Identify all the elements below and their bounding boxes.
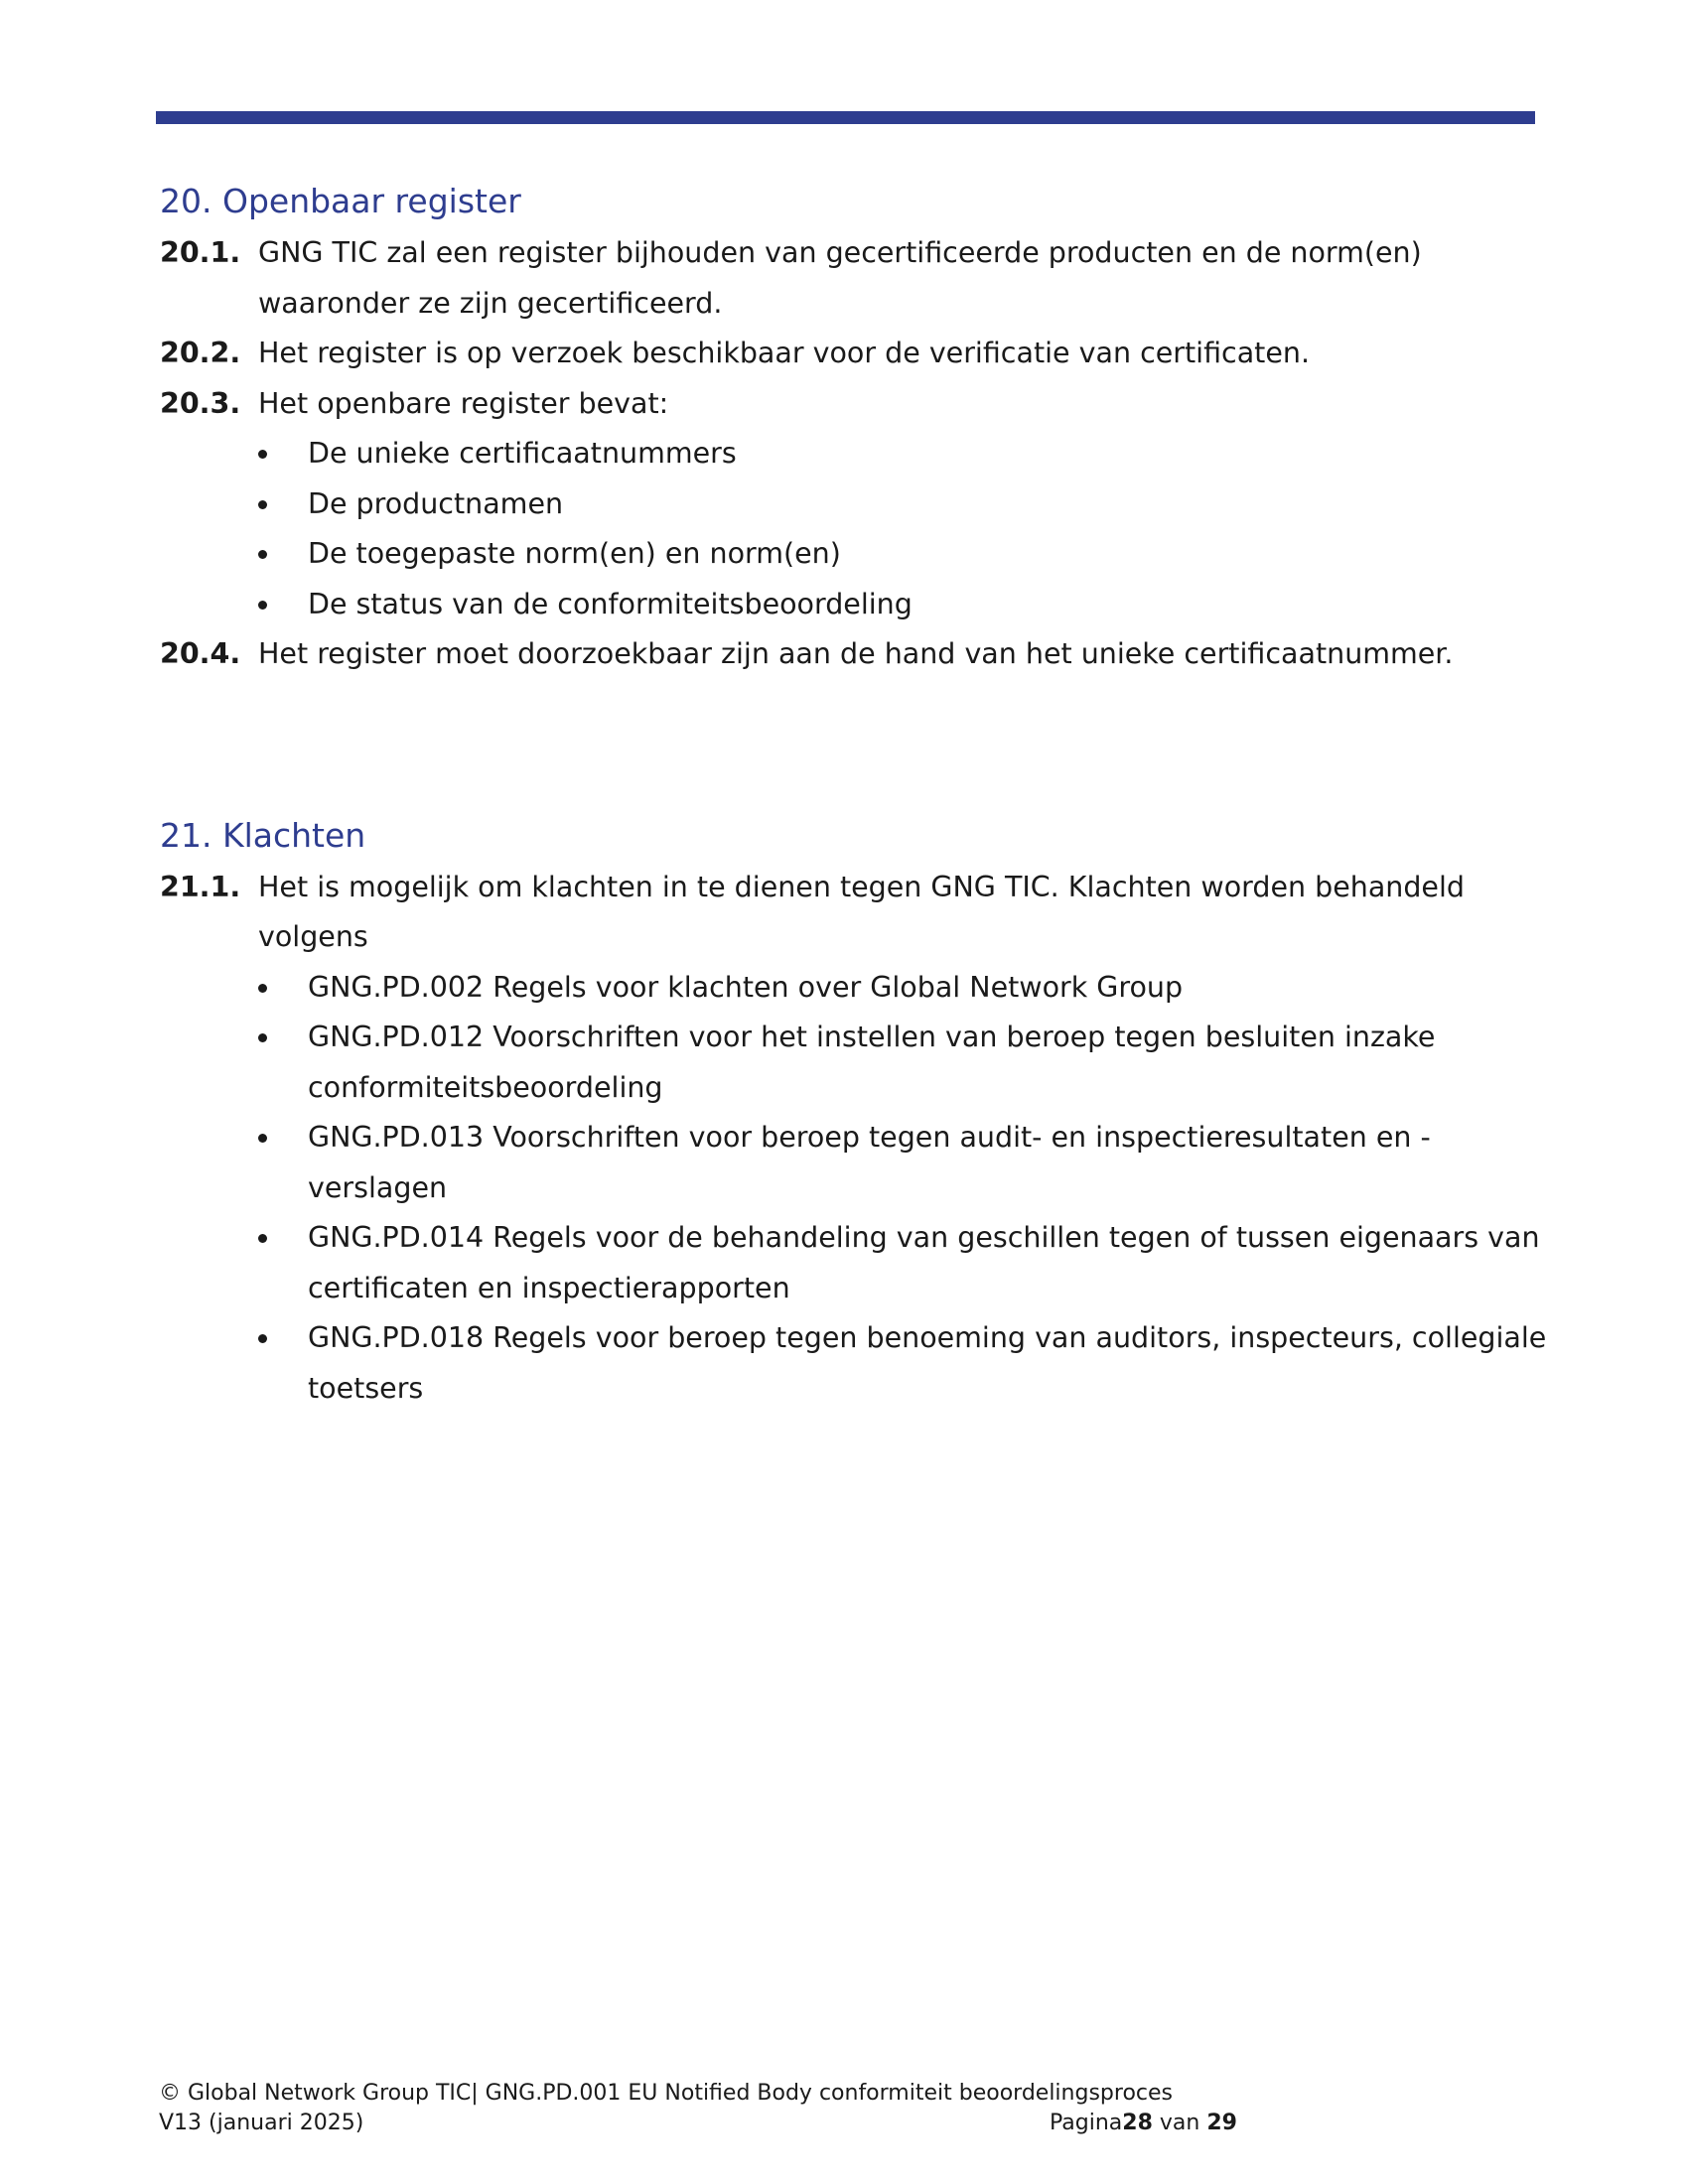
clause-number: 20.2. (160, 337, 241, 369)
register-contents-list (160, 429, 1550, 629)
bullet-icon (258, 984, 267, 993)
page-of: van (1152, 2111, 1207, 2135)
list-item: GNG.PD.014 Regels voor de behandeling van geschillen tegen of tussen eigenaars van certificaten en inspectierapporten (160, 1213, 1550, 1313)
clause-text: Het register is op verzoek beschikbaar voor de verificatie van certificaten. (258, 337, 1311, 369)
clause-number: 20.1. (160, 236, 241, 269)
list-item: De status van de conformiteitsbeoordeling (160, 580, 1550, 630)
section-title-21: 21. Klachten (160, 815, 366, 855)
clause-20-3 (160, 379, 1550, 430)
bullet-icon (258, 601, 267, 610)
bullet-icon (258, 500, 267, 509)
footer-copyright: © Global Network Group TIC| GNG.PD.001 EU Notified Body conformiteit beoordelingsproces (159, 2081, 1173, 2106)
complaints-procedures-list (160, 963, 1550, 1415)
page-number (1050, 2109, 1237, 2138)
page-footer (159, 2079, 1251, 2138)
bullet-icon (258, 1134, 267, 1143)
clause-number: 20.3. (160, 386, 241, 420)
clause-20-2 (160, 329, 1550, 379)
page-total: 29 (1206, 2111, 1237, 2135)
bullet-icon (258, 1334, 267, 1343)
header-rule (156, 111, 1535, 124)
clause-text: Het register moet doorzoekbaar zijn aan de hand van het unieke certificaatnummer. (258, 637, 1454, 670)
footer-version: V13 (januari 2025) (159, 2111, 364, 2135)
page-label: Pagina (1050, 2111, 1123, 2135)
list-item: GNG.PD.002 Regels voor klachten over Global Network Group (160, 963, 1550, 1014)
clause-20-1 (160, 228, 1550, 329)
clause-text: GNG TIC zal een register bijhouden van gecertificeerde producten en de norm(en) waaronder ze zijn gecertificeerd. (258, 236, 1422, 320)
clause-21-1 (160, 863, 1550, 963)
section-spacer (160, 680, 1550, 809)
clause-text: Het openbare register bevat: (258, 386, 669, 420)
list-item: GNG.PD.012 Voorschriften voor het instellen van beroep tegen besluiten inzake conformiteitsbeoordeling (160, 1013, 1550, 1113)
list-item: GNG.PD.018 Regels voor beroep tegen benoeming van auditors, inspecteurs, collegiale toetsers (160, 1313, 1550, 1414)
clause-number: 20.4. (160, 637, 241, 670)
clause-text: Het is mogelijk om klachten in te dienen tegen GNG TIC. Klachten worden behandeld volgens (258, 870, 1465, 953)
document-body (160, 175, 1550, 1414)
bullet-icon (258, 1033, 267, 1042)
clause-20-4 (160, 629, 1550, 680)
page-current: 28 (1122, 2111, 1153, 2135)
list-item: De productnamen (160, 479, 1550, 530)
clause-number: 21.1. (160, 870, 241, 903)
bullet-icon (258, 450, 267, 459)
list-item: De toegepaste norm(en) en norm(en) (160, 529, 1550, 580)
bullet-icon (258, 550, 267, 559)
bullet-icon (258, 1234, 267, 1243)
footer-line-2 (159, 2109, 1251, 2138)
section-title-20: 20. Openbaar register (160, 182, 521, 220)
list-item: De unieke certificaatnummers (160, 429, 1550, 479)
list-item: GNG.PD.013 Voorschriften voor beroep tegen audit- en inspectieresultaten en -verslagen (160, 1113, 1550, 1213)
